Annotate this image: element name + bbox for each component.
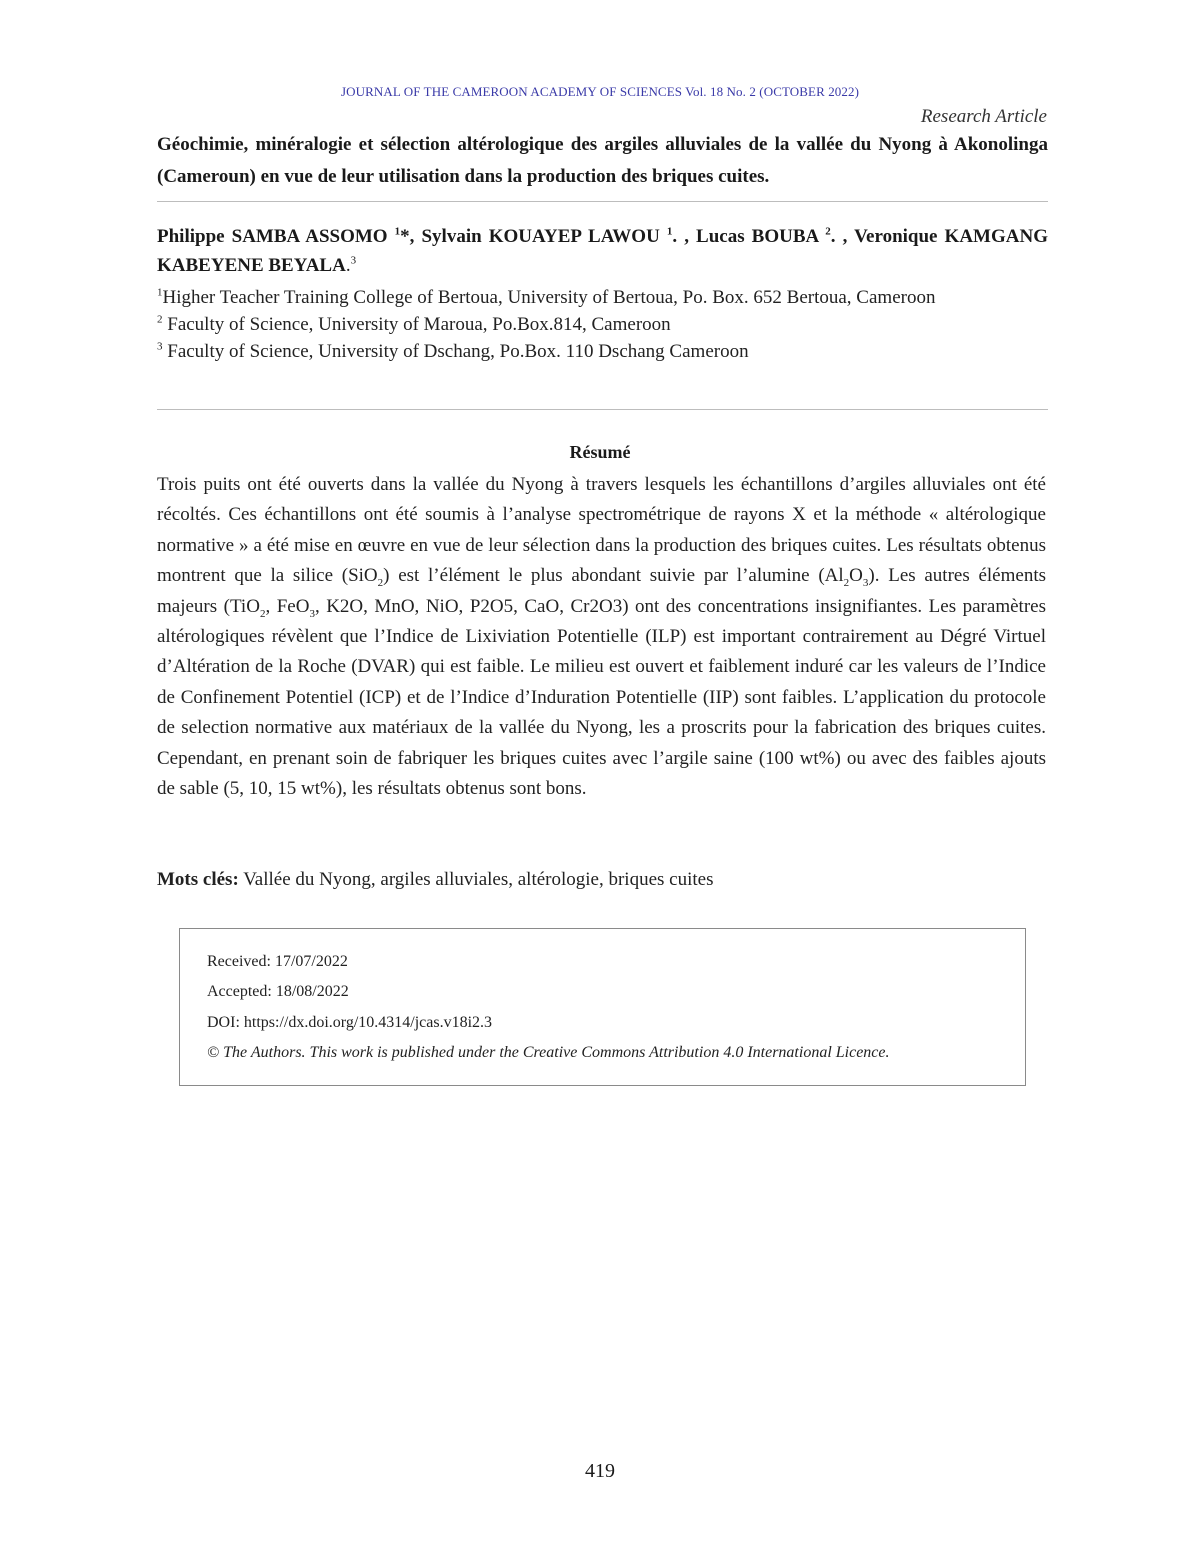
author-affiliation-mark: 1 [666,225,673,238]
subscript: 2 [843,577,850,590]
affiliation-text: Higher Teacher Training College of Bertoua, University of Bertoua, Po. Box. 652 Bertoua, Cameroon [162,287,936,308]
author-separator: . , [672,226,697,247]
article-type: Research Article [920,106,1047,127]
author-name: Philippe SAMBA ASSOMO [157,226,395,247]
affiliation-number: 2 [157,313,163,326]
affiliation-text: Faculty of Science, University of Dschang, Po.Box. 110 Dschang Cameroon [162,341,749,362]
page-number: 419 [585,1460,615,1482]
author-affiliation-mark: 1 [394,225,401,238]
received-date: Received: 17/07/2022 [207,953,348,970]
author-separator: . [345,255,351,276]
keywords [157,869,1046,891]
abstract-text [157,470,1046,804]
license-notice: © The Authors. This work is published under the Creative Commons Attribution 4.0 International Licence. [207,1044,890,1061]
doi-link[interactable]: DOI: https://dx.doi.org/10.4314/jcas.v18i2.3 [207,1014,493,1031]
paper-title: Géochimie, minéralogie et sélection altérologique des argiles alluviales de la vallée du Nyong à Akonolinga (Cameroun) en vue de leur utilisation dans la production des briques cuites. [157,134,1048,187]
subscript: 3 [309,607,315,620]
author-affiliation-mark: 3 [350,254,357,267]
abstract-segment: Trois puits ont été ouverts dans la vallée du Nyong à travers lesquels les échantillons d’argiles alluviales ont été récoltés. Ces échantillons ont été soumis à l’analyse spectrométrique de rayons X et la méthode « altérologique normative » a été mise en œuvre en vue de leur sélection dans la production des briques cuites. Les résultats obtenus montrent que la silice (SiO [157,474,1046,587]
abstract-segment: O [849,565,863,587]
author-name: Lucas BOUBA [696,226,826,247]
affiliation-number: 3 [157,340,163,353]
accepted-date: Accepted: 18/08/2022 [207,983,349,1000]
author-list [157,222,1048,280]
abstract-heading: Résumé [569,442,631,462]
affiliation [157,338,1057,365]
author-separator: . , [830,226,855,247]
abstract-segment: , K2O, MnO, NiO, P2O5, CaO, Cr2O3) ont des concentrations insignifiantes. Les paramètres altérologiques révèlent que l’Indice de Lixiviation Potentielle (ILP) est important contrairement au Dégré Virtuel d’Altération de la Roche (DVAR) qui est faible. Le milieu est ouvert et faiblement induré car les valeurs de l’Indice de Confinement Potentiel (ICP) et de l’Indice d’Induration Potentielle (IIP) sont faibles. L’application du protocole de selection normative aux matériaux de la vallée du Nyong, les a proscrits pour la fabrication des briques cuites. Cependant, en prenant soin de fabriquer les briques cuites avec l’argile saine (100 wt%) ou avec des faibles ajouts de sable (5, 10, 15 wt%), les résultats obtenus sont bons. [157,595,1046,800]
affiliation [157,311,1057,338]
abstract-segment: ). Les autres éléments majeurs (TiO [157,565,1046,617]
subscript: 2 [259,607,266,620]
subscript: 2 [377,577,384,590]
subscript: 3 [862,577,869,590]
author-affiliation-mark: 2 [825,225,831,238]
affiliation-number: 1 [157,286,163,299]
keywords-label: Mots clés: [157,869,239,890]
title-divider [157,201,1048,202]
article-info-box [179,928,1026,1086]
abstract-segment: ) est l’élément le plus abondant suivie par l’alumine (Al [383,565,844,587]
affiliation [157,284,1057,311]
abstract-segment: , FeO [265,595,310,617]
author-separator: *, [400,226,422,247]
affiliation-divider [157,409,1048,410]
journal-header: JOURNAL OF THE CAMEROON ACADEMY OF SCIENCES Vol. 18 No. 2 (OCTOBER 2022) [340,84,860,99]
keywords-text: Vallée du Nyong, argiles alluviales, altérologie, briques cuites [238,869,714,890]
author-name: Sylvain KOUAYEP LAWOU [421,226,667,247]
author-name: Veronique KAMGANG KABEYENE BEYALA [157,226,1048,276]
affiliation-text: Faculty of Science, University of Maroua, Po.Box.814, Cameroon [162,314,671,335]
